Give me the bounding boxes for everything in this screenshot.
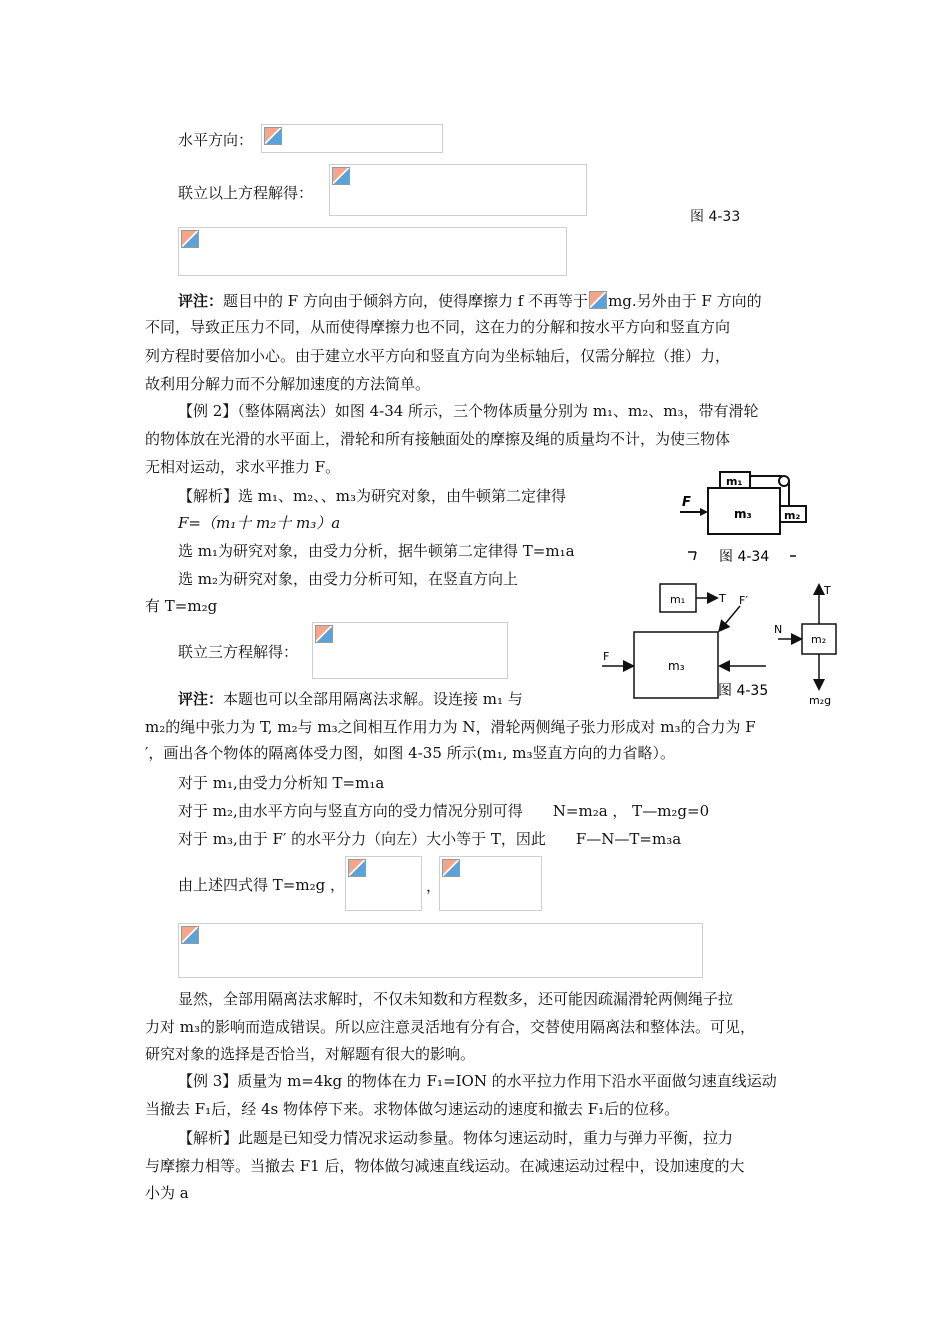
force-label: F	[682, 495, 691, 510]
text-line: 故利用分解力而不分解加速度的方法简单。	[145, 375, 431, 393]
broken-image-icon	[181, 230, 199, 248]
mass-label: m₃	[668, 659, 685, 673]
force-label: m₂g	[809, 694, 832, 707]
broken-image-icon	[315, 625, 333, 643]
figure-caption: 图 4-33	[690, 209, 741, 225]
text-line: 【解析】选 m₁、m₂、、m₃为研究对象，由牛顿第二定律得	[178, 487, 566, 505]
mass-label: m₂	[784, 509, 801, 522]
broken-image-icon	[348, 859, 366, 877]
equation-line: F=（m₁十 m₂十 m₃）a	[178, 514, 341, 532]
text-line: 小为 a	[145, 1184, 189, 1202]
text-line: 联立三方程解得：	[178, 643, 299, 661]
comma: ，	[426, 877, 442, 895]
formula-image	[178, 227, 567, 276]
broken-image-icon	[589, 291, 607, 309]
formula-image	[178, 923, 703, 978]
text-line: 选 m₂为研究对象，由受力分析可知，在竖直方向上	[178, 570, 519, 588]
mass-label: m₂	[811, 633, 827, 646]
text-line: 由上述四式得 T=m₂g ，	[178, 876, 345, 894]
comment-line: 评注：本题也可以全部用隔离法求解。设连接 m₁ 与	[178, 690, 523, 708]
text-line: 选 m₁为研究对象，由受力分析，据牛顿第二定律得 T=m₁a	[178, 542, 575, 560]
formula-image	[312, 622, 508, 679]
example-heading: 【例 3】质量为 m=4kg 的物体在力 F₁=ION 的水平拉力作用下沿水平面做匀速直线运动	[178, 1072, 777, 1090]
force-label: T	[719, 592, 726, 605]
force-label: F′	[739, 594, 748, 607]
text-line: 不同，导致正压力不同，从而使得摩擦力也不同，这在力的分解和按水平方向和竖直方向	[145, 318, 731, 336]
text-line: 显然，全部用隔离法求解时，不仅未知数和方程数多，还可能因疏漏滑轮两侧绳子拉	[178, 990, 734, 1008]
broken-image-icon	[181, 926, 199, 944]
text-line: 对于 m₁,由受力分析知 T=m₁a	[178, 774, 385, 792]
text-line: 水平方向：	[178, 131, 254, 149]
text-line: 列方程时要倍加小心。由于建立水平方向和竖直方向为坐标轴后，仅需分解拉（推）力，	[145, 347, 731, 365]
broken-image-icon	[332, 167, 350, 185]
mass-label: m₁	[670, 593, 686, 606]
text-line: 与摩擦力相等。当撤去 F1 后，物体做匀减速直线运动。在减速运动过程中，设加速度的大	[145, 1157, 745, 1175]
text-line: 无相对运动，求水平推力 F。	[145, 458, 341, 476]
text-line: 对于 m₃,由于 F′ 的水平分力（向左）大小等于 T，因此 F—N—T=m₃a	[178, 830, 682, 848]
text-line: 【解析】此题是已知受力情况求运动参量。物体匀速运动时，重力与弹力平衡，拉力	[178, 1129, 734, 1147]
mass-label: m₃	[734, 507, 752, 521]
formula-image	[345, 856, 422, 911]
text-line: ′，画出各个物体的隔离体受力图，如图 4-35 所示(m₁, m₃竖直方向的力省略）。	[145, 744, 676, 762]
formula-image	[261, 124, 443, 153]
formula-image	[439, 856, 542, 911]
broken-image-icon	[264, 127, 282, 145]
text-line: 当撤去 F₁后，经 4s 物体停下来。求物体做匀速运动的速度和撤去 F₁后的位移。	[145, 1100, 680, 1118]
figure-caption: 图 4-35	[718, 683, 769, 699]
figure-4-34	[676, 468, 816, 568]
text-line: 有 T=m₂g	[145, 597, 218, 615]
text-line: m₂的绳中张力为 T, m₂与 m₃之间相互作用力为 N，滑轮两侧绳子张力形成对 m₃的合力为 F	[145, 718, 756, 736]
formula-image	[329, 164, 587, 216]
comment-line: 评注：题目中的 F 方向由于倾斜方向，使得摩擦力 f 不再等于 mg.另外由于 F 方向的	[178, 292, 762, 310]
example-heading: 【例 2】（整体隔离法）如图 4-34 所示，三个物体质量分别为 m₁、m₂、m₃，带有滑轮	[178, 402, 759, 420]
force-label: F	[603, 650, 610, 663]
force-label: T	[824, 584, 831, 597]
text-line: 的物体放在光滑的水平面上，滑轮和所有接触面处的摩擦及绳的质量均不计，为使三物体	[145, 430, 731, 448]
mass-label: m₁	[726, 475, 743, 488]
figure-caption: 图 4-34	[719, 549, 770, 565]
text-line: 对于 m₂,由水平方向与竖直方向的受力情况分别可得 N=m₂a ， T—m₂g=0	[178, 802, 710, 820]
force-label: N	[774, 623, 783, 636]
text-line: 研究对象的选择是否恰当，对解题有很大的影响。	[145, 1045, 476, 1063]
broken-image-icon	[442, 859, 460, 877]
figure-4-35	[598, 578, 843, 708]
text-line: 力对 m₃的影响而造成错误。所以应注意灵活地有分有合，交替使用隔离法和整体法。可见，	[145, 1018, 756, 1036]
text-line: 联立以上方程解得：	[178, 184, 314, 202]
